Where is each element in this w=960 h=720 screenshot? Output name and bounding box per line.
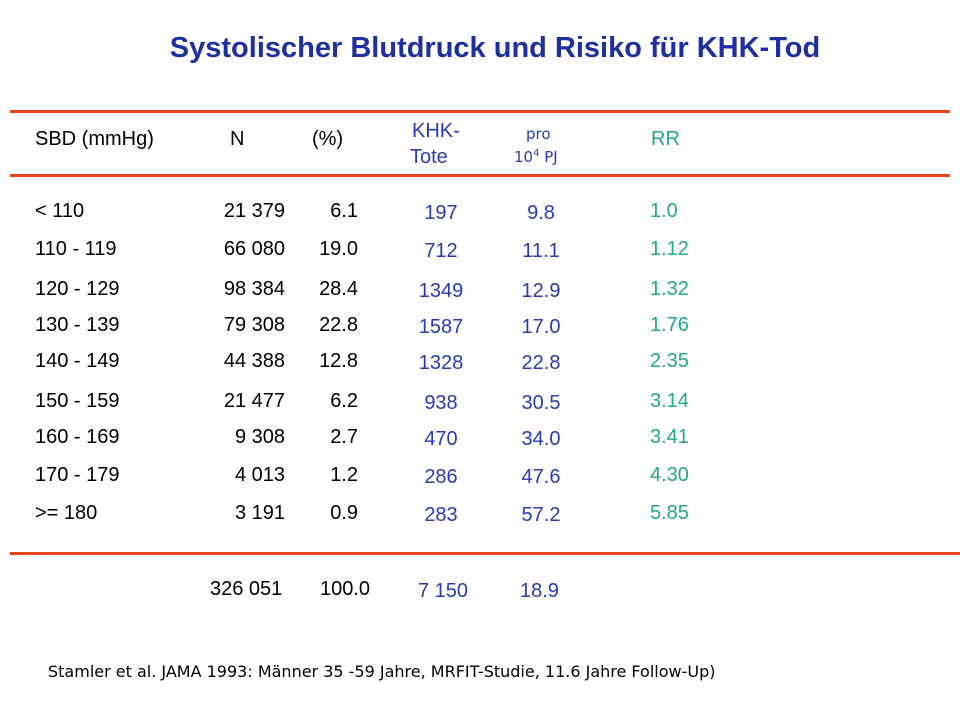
- top-rule: [10, 110, 950, 113]
- footnote: Stamler et al. JAMA 1993: Männer 35 -59 Jahre, MRFIT-Studie, 11.6 Jahre Follow-Up): [48, 662, 716, 681]
- row-tote-cell: 197: [424, 202, 458, 224]
- row-rate-cell: 12.9: [521, 280, 561, 302]
- row-sbd-cell: 110 - 119: [35, 238, 117, 260]
- total-n: 326 051: [210, 578, 283, 600]
- row-n-cell: 9 308: [234, 426, 285, 448]
- header-n: N: [230, 128, 245, 150]
- row-sbd-cell: 120 - 129: [35, 278, 120, 300]
- row-tote-cell: 1349: [418, 280, 464, 302]
- row-pct-cell: 22.8: [319, 314, 358, 336]
- row-tote-cell: 1587: [418, 316, 464, 338]
- row-pct-cell: 6.1: [330, 200, 358, 222]
- row-pct-cell: 2.7: [330, 426, 358, 448]
- row-rr-cell: 1.32: [650, 278, 689, 300]
- row-pct-cell: 12.8: [319, 350, 358, 372]
- row-n-cell: 98 384: [223, 278, 285, 300]
- row-n-cell: 21 477: [223, 390, 285, 412]
- row-rate-cell: 57.2: [521, 504, 561, 526]
- row-n-cell: 66 080: [223, 238, 285, 260]
- row-tote-cell: 938: [424, 392, 458, 414]
- row-rate-cell: 11.1: [522, 240, 560, 262]
- header-khk-line2: Tote: [410, 146, 448, 168]
- row-pct-cell: 19.0: [319, 238, 358, 260]
- row-tote-cell: 283: [424, 504, 458, 526]
- row-rr-cell: 3.41: [650, 426, 689, 448]
- total-tote: 7 150: [418, 580, 469, 602]
- row-n-cell: 4 013: [234, 464, 285, 486]
- row-sbd-cell: 130 - 139: [35, 314, 120, 336]
- row-rate-cell: 34.0: [521, 428, 561, 450]
- header-khk-line1: KHK-: [412, 120, 460, 142]
- row-n-cell: 21 379: [223, 200, 285, 222]
- row-sbd-cell: >= 180: [35, 502, 98, 524]
- total-rate: 18.9: [520, 580, 559, 602]
- row-rate-cell: 9.8: [527, 202, 555, 224]
- row-tote-cell: 1328: [418, 352, 464, 374]
- row-sbd-cell: < 110: [35, 200, 85, 222]
- header-pro-line2: $10^4$ PJ: [514, 148, 558, 166]
- row-tote-cell: 286: [424, 466, 458, 488]
- row-sbd-cell: 150 - 159: [35, 390, 120, 412]
- header-rr: RR: [651, 128, 680, 150]
- row-rr-cell: 1.12: [650, 238, 689, 260]
- row-pct-cell: 28.4: [319, 278, 358, 300]
- row-sbd-cell: 140 - 149: [35, 350, 120, 372]
- row-pct-cell: 6.2: [330, 390, 358, 412]
- row-rate-cell: 17.0: [521, 316, 561, 338]
- row-rr-cell: 3.14: [650, 390, 689, 412]
- row-rr-cell: 2.35: [650, 350, 689, 372]
- header-rule: [10, 174, 950, 177]
- row-pct-cell: 1.2: [330, 464, 358, 486]
- row-pct-cell: 0.9: [330, 502, 358, 524]
- header-pro-line1: pro: [526, 125, 551, 143]
- row-tote-cell: 470: [424, 428, 458, 450]
- row-n-cell: 44 388: [223, 350, 285, 372]
- row-rate-cell: 30.5: [521, 392, 561, 414]
- header-pct: (%): [312, 128, 344, 150]
- row-n-cell: 3 191: [234, 502, 285, 524]
- row-rr-cell: 5.85: [650, 502, 689, 524]
- row-rr-cell: 1.0: [650, 200, 678, 222]
- row-rr-cell: 1.76: [650, 314, 689, 336]
- page-title: Systolischer Blutdruck und Risiko für KHK-Tod: [169, 32, 821, 64]
- row-rr-cell: 4.30: [650, 464, 689, 486]
- row-tote-cell: 712: [424, 240, 458, 262]
- row-n-cell: 79 308: [223, 314, 285, 336]
- header-sbd: SBD (mmHg): [35, 128, 154, 150]
- row-sbd-cell: 160 - 169: [35, 426, 120, 448]
- total-pct: 100.0: [320, 578, 371, 600]
- row-rate-cell: 22.8: [521, 352, 561, 374]
- row-sbd-cell: 170 - 179: [35, 464, 120, 486]
- total-rule: [10, 552, 960, 555]
- row-rate-cell: 47.6: [521, 466, 561, 488]
